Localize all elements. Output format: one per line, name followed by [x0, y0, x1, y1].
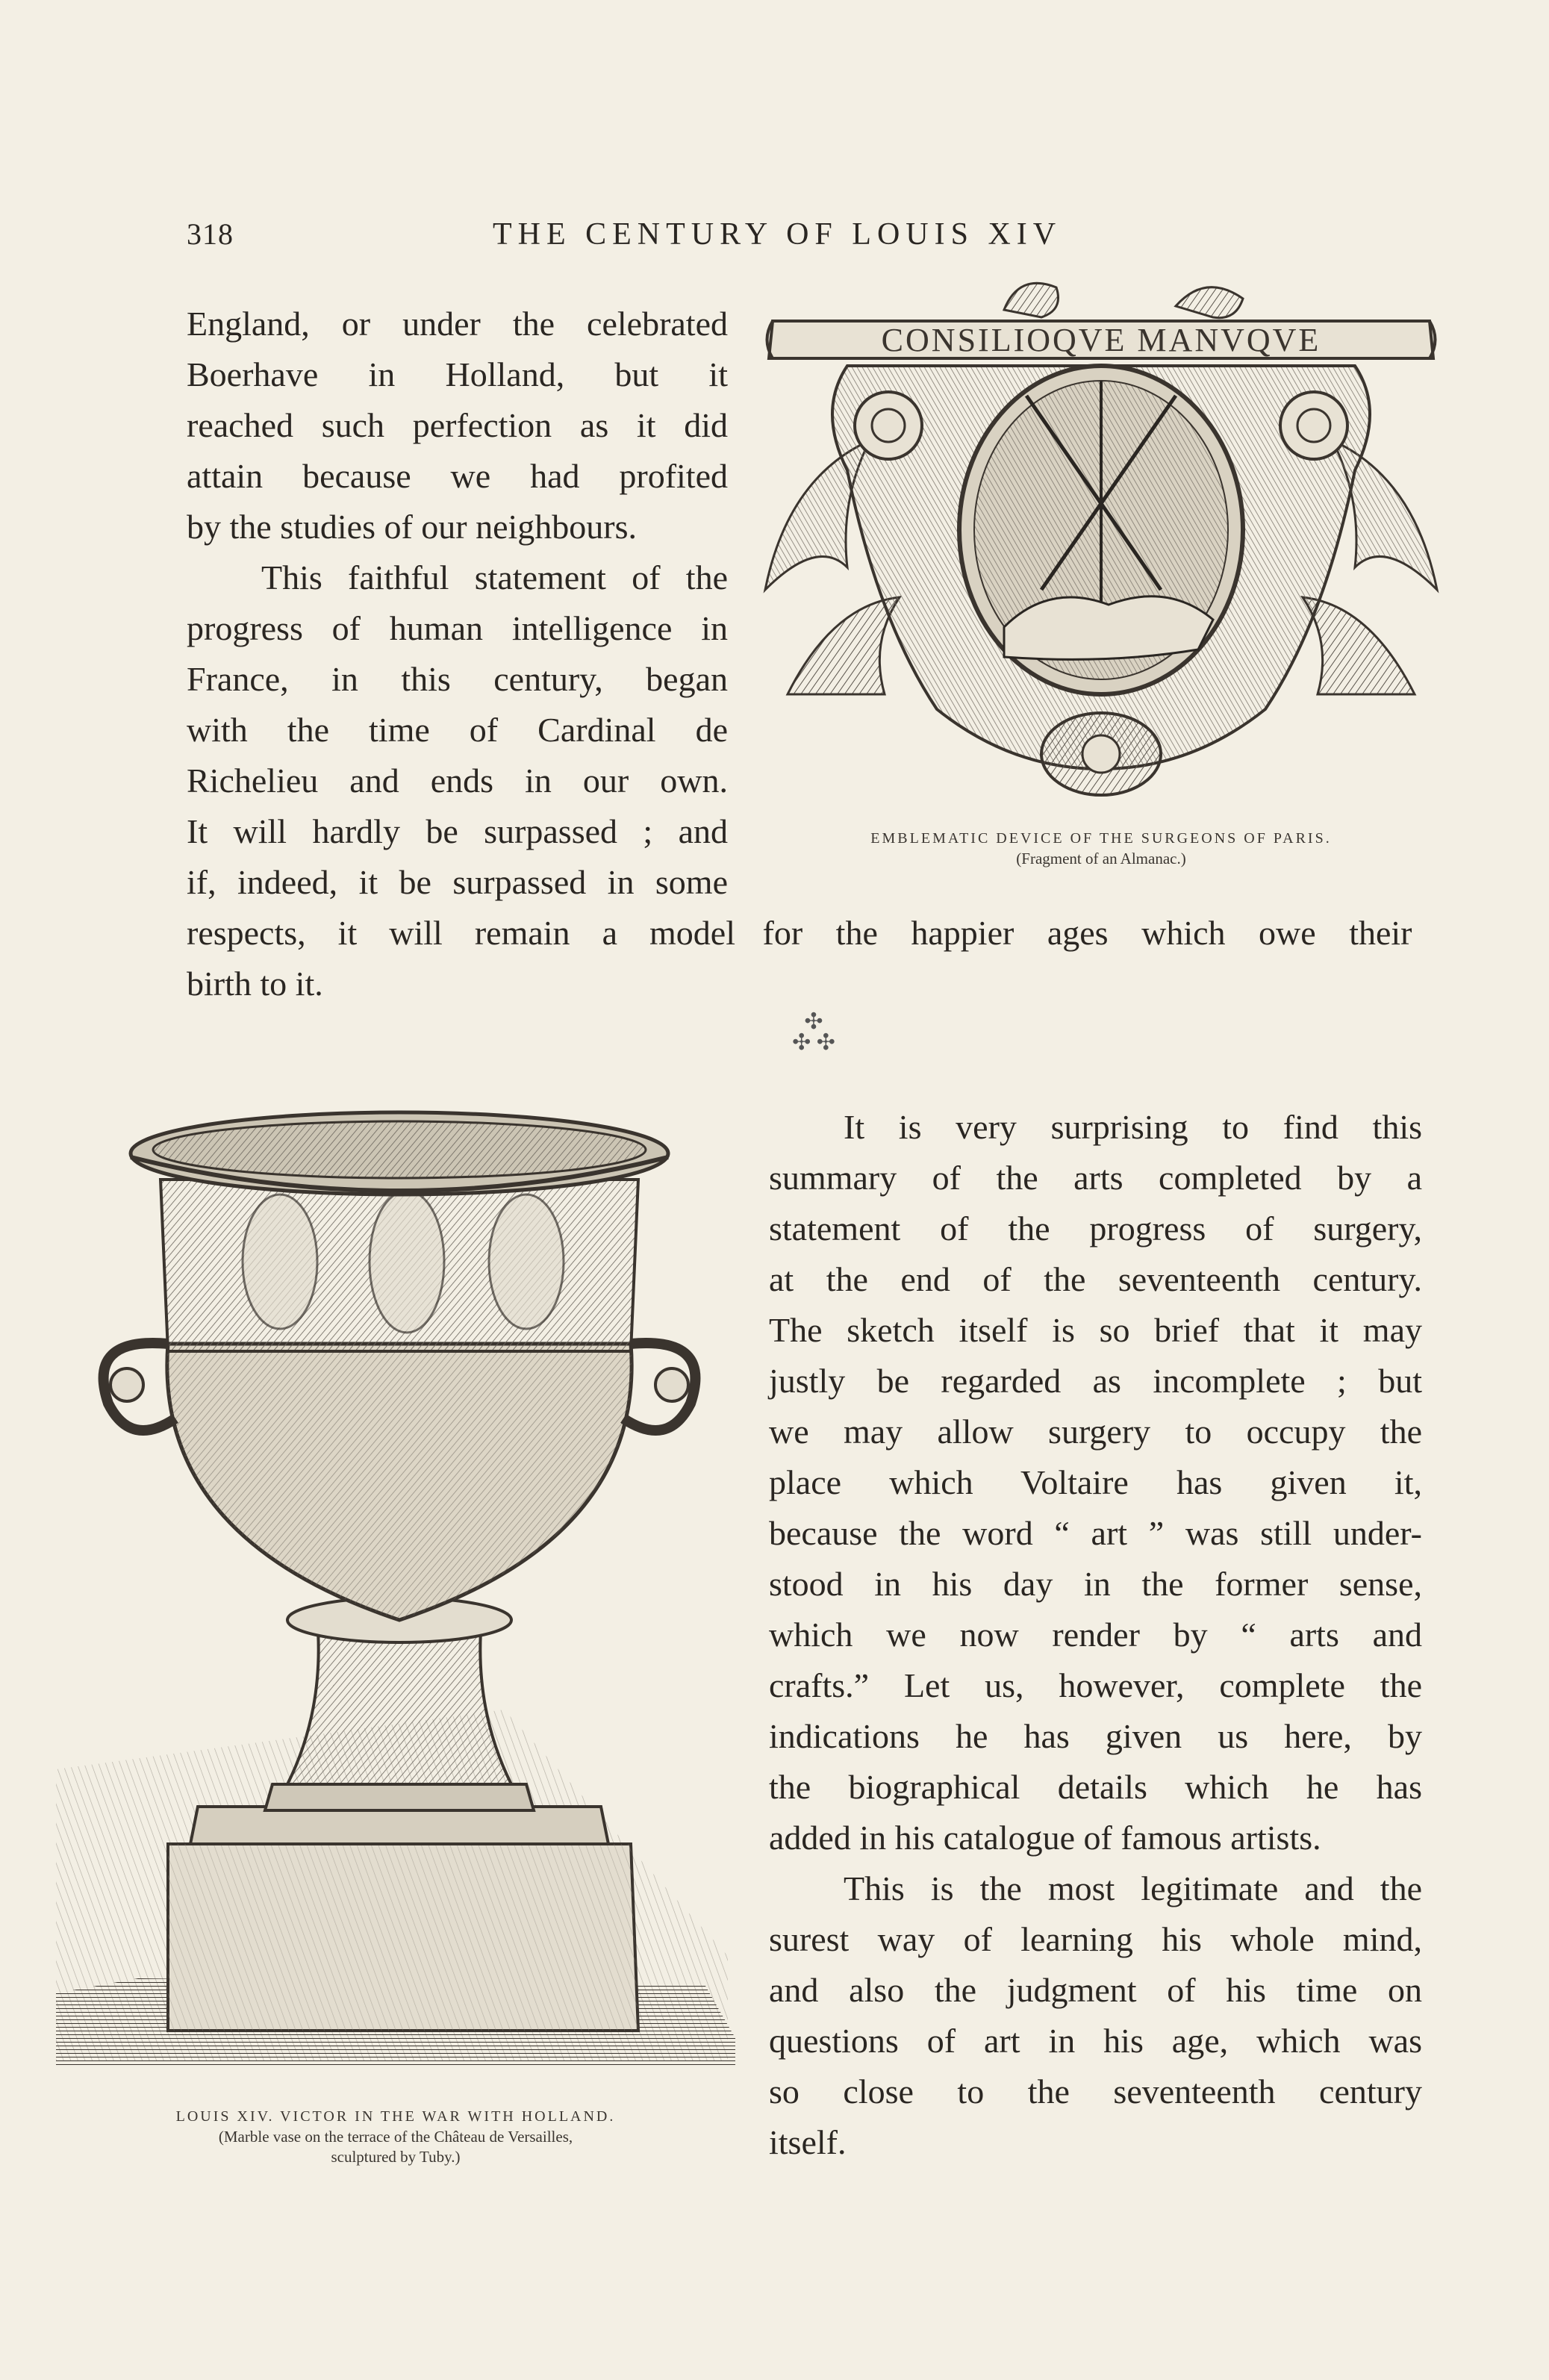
- emblem-banner-text: CONSILIOQVE MANVQVE: [881, 322, 1321, 358]
- text-line: This is the most legitimate and the: [844, 1869, 1422, 1907]
- text-line: itself.: [769, 2123, 847, 2161]
- text-line: added in his catalogue of famous artists.: [769, 1819, 1321, 1857]
- vase-caption-title: LOUIS XIV. VICTOR IN THE WAR WITH HOLLAND.: [175, 2108, 616, 2125]
- top-left-text: [187, 299, 728, 908]
- text-line: progress of human intelligence in: [187, 609, 728, 647]
- emblem-caption-title: EMBLEMATIC DEVICE OF THE SURGEONS OF PARIS.: [870, 830, 1332, 847]
- text-line: we may allow surgery to occupy the: [769, 1412, 1422, 1451]
- surgeons-emblem-engraving: [758, 276, 1444, 814]
- text-line: and also the judgment of his time on: [769, 1971, 1422, 2009]
- full-width-line: [187, 908, 1418, 959]
- text-line: The sketch itself is so brief that it may: [769, 1311, 1422, 1349]
- vase-caption-line: (Marble vase on the terrace of the Château de Versailles,: [218, 2128, 573, 2146]
- section-ornament: [776, 1009, 851, 1055]
- text-line: the biographical details which he has: [769, 1768, 1422, 1806]
- text-line: surest way of learning his whole mind,: [769, 1920, 1422, 1958]
- text-line: It is very surprising to find this: [844, 1108, 1422, 1146]
- text-line: Richelieu and ends in our own.: [187, 761, 728, 800]
- text-line: for the happier ages which owe their: [762, 914, 1412, 952]
- text-line: place which Voltaire has given it,: [769, 1463, 1422, 1501]
- text-line: birth to it.: [187, 965, 323, 1003]
- running-title: THE CENTURY OF LOUIS XIV: [493, 217, 1062, 252]
- vase-illustration: [56, 1097, 735, 2098]
- marble-vase-engraving: [56, 1097, 735, 2098]
- emblem-illustration: [758, 276, 1444, 814]
- text-line: questions of art in his age, which was: [769, 2022, 1422, 2060]
- text-line: which we now render by “ arts and: [769, 1616, 1422, 1654]
- text-line: justly be regarded as incomplete ; but: [769, 1362, 1422, 1400]
- text-line: France, in this century, began: [187, 660, 728, 698]
- text-line: reached such perfection as it did: [187, 406, 728, 444]
- text-line: England, or under the celebrated: [187, 305, 728, 343]
- vase-caption-line: sculptured by Tuby.): [331, 2148, 461, 2166]
- text-line: because the word “ art ” was still under-: [769, 1514, 1422, 1552]
- text-line: by the studies of our neighbours.: [187, 508, 638, 546]
- ornament-glyph: ✣: [804, 1009, 823, 1034]
- text-line: at the end of the seventeenth century.: [769, 1260, 1422, 1298]
- emblem-caption-note: (Fragment of an Almanac.): [1016, 850, 1186, 867]
- vase-caption: [56, 2107, 735, 2167]
- text-line: if, indeed, it be surpassed in some: [187, 863, 728, 901]
- birth-line: [187, 959, 728, 1009]
- text-line: It will hardly be surpassed ; and: [187, 812, 728, 850]
- text-line: Boerhave in Holland, but it: [187, 355, 728, 393]
- text-line: This faithful statement of the: [261, 558, 728, 596]
- text-line: so close to the seventeenth century: [769, 2072, 1422, 2110]
- text-line: stood in his day in the former sense,: [769, 1565, 1422, 1603]
- emblem-caption: [758, 829, 1444, 869]
- text-line: attain because we had profited: [187, 457, 728, 495]
- ornament-glyph: ✣: [792, 1030, 811, 1055]
- text-line: respects, it will remain a model: [187, 914, 735, 952]
- text-line: crafts.” Let us, however, complete the: [769, 1666, 1422, 1704]
- right-column-text: [769, 1102, 1422, 2168]
- text-line: with the time of Cardinal de: [187, 711, 728, 749]
- running-header: [0, 216, 1549, 261]
- text-line: statement of the progress of surgery,: [769, 1209, 1422, 1247]
- text-line: summary of the arts completed by a: [769, 1159, 1422, 1197]
- text-line: indications he has given us here, by: [769, 1717, 1422, 1755]
- page-number: 318: [187, 217, 234, 251]
- ornament-glyph: ✣: [816, 1030, 835, 1055]
